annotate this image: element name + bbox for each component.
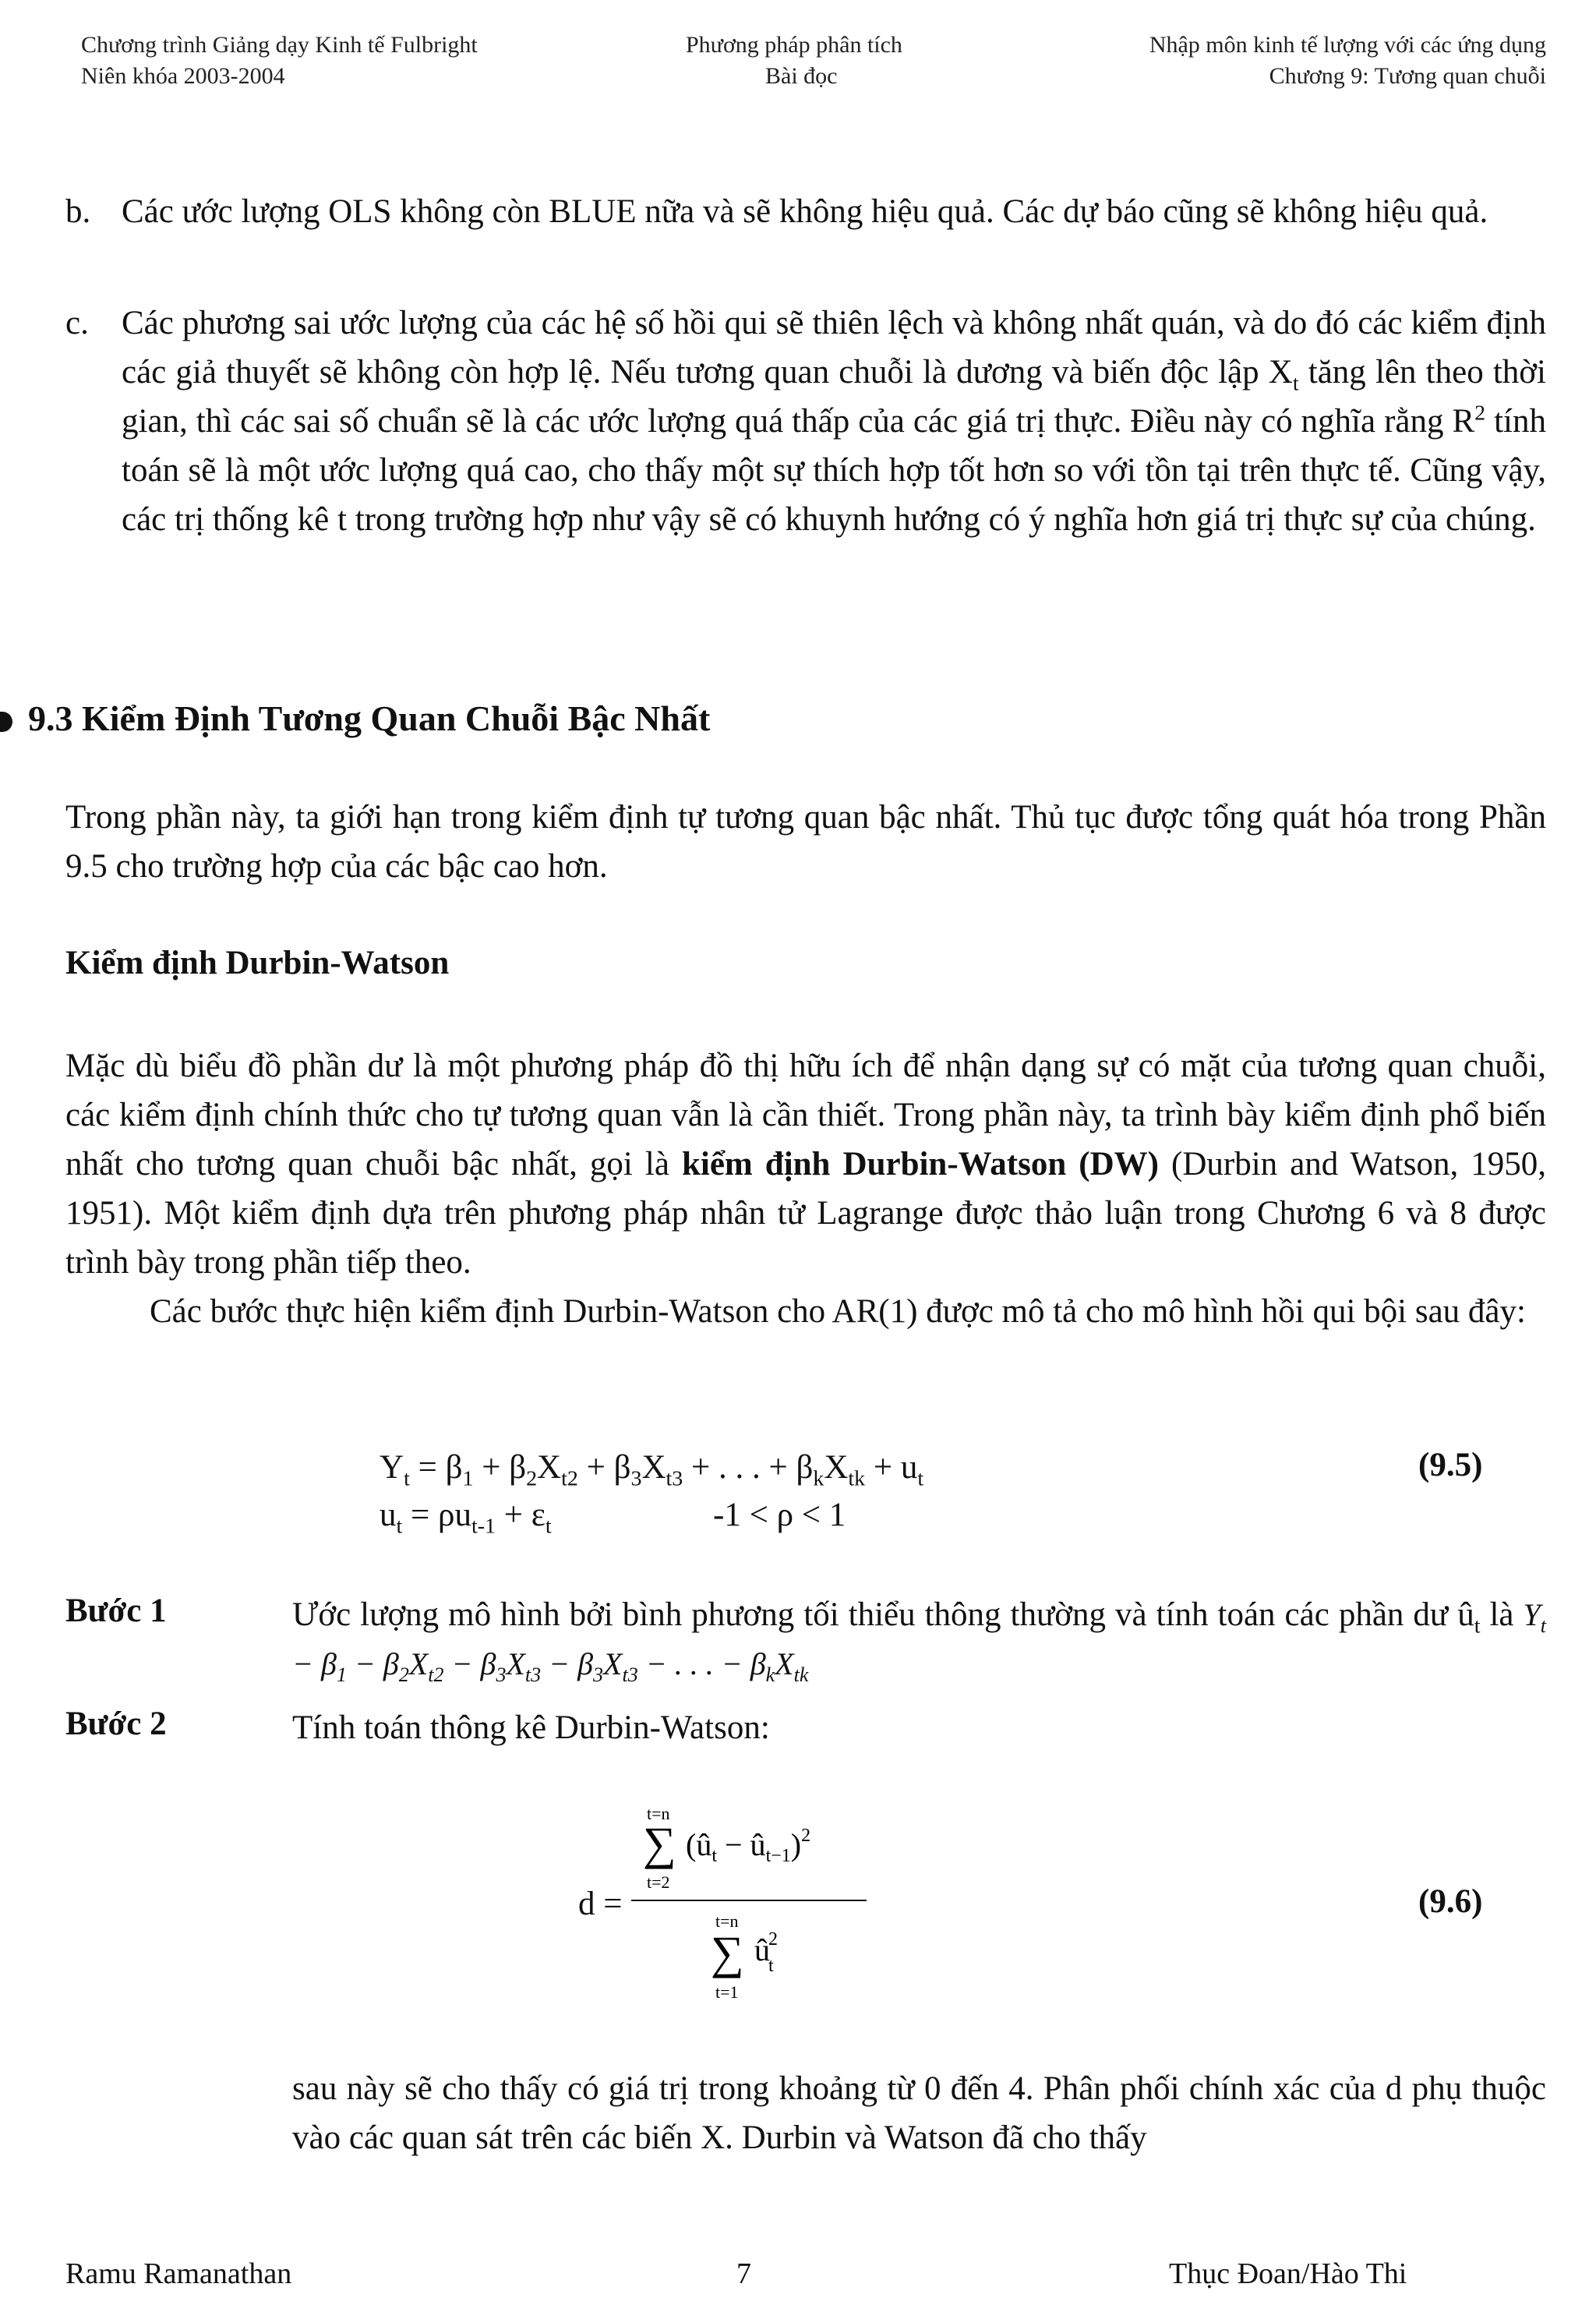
- equation-9-6-lhs: d =: [578, 1886, 623, 1922]
- header-center-line1: Phương pháp phân tích: [686, 32, 902, 58]
- equation-number-9-6: (9.6): [1418, 1883, 1483, 1920]
- footer-page-number: 7: [736, 2257, 751, 2290]
- section-title: 9.3 Kiểm Định Tương Quan Chuỗi Bậc Nhất: [0, 698, 710, 739]
- header-center-line2: Bài đọc: [765, 63, 838, 89]
- list-item-c: [65, 299, 1546, 544]
- lower-sum-bottom: t=1: [715, 1982, 739, 2002]
- lower-sigma: ∑: [711, 1927, 744, 1978]
- numerator: ($û_t$ − $û_{t-1})^2$: [686, 1826, 811, 1866]
- paragraph-2: Các bước thực hiện kiểm định Durbin-Watson cho AR(1) được mô tả cho mô hình hồi qui bội sau đây:: [150, 1293, 1526, 1330]
- paragraph-1: Mặc dù biểu đồ phần dư là một phương pháp đồ thị hữu ích để nhận dạng sự có mặt của tương quan chuỗi, các kiểm định chính thức cho tự tương quan vẫn là cần thiết. Trong phần này, ta trình bày kiểm định phổ biến nhất cho tương quan chuỗi bậc nhất, gọi là kiểm định Durbin-Watson (DW) (Durbin and Watson, 1950, 1951). Một kiểm định dựa trên phương pháp nhân tử Lagrange được thảo luận trong Chương 6 và 8 được trình bày trong phần tiếp theo.: [65, 1048, 1546, 1281]
- denominator: û2 t: [754, 1929, 778, 1976]
- step-1-label: Bước 1: [65, 1593, 167, 1629]
- upper-sum-bottom: t=2: [647, 1872, 670, 1892]
- equation-9-5-line2: $u_t = \rho u_{t-1} + \varepsilon_t$: [380, 1497, 552, 1539]
- subheading: Kiểm định Durbin-Watson: [65, 945, 450, 981]
- header-right-line2: Chương 9: Tương quan chuỗi: [1269, 63, 1546, 89]
- list-text: Các ước lượng OLS không còn BLUE nữa và sẽ không hiệu quả. Các dự báo cũng sẽ không hiệu quả.: [122, 193, 1488, 230]
- list-label: c.: [65, 305, 89, 341]
- section-bullet-icon: [0, 712, 12, 732]
- step-2-text: Tính toán thông kê Durbin-Watson:: [292, 1709, 770, 1746]
- after-equation-paragraph: sau này sẽ cho thấy có giá trị trong khoảng từ 0 đến 4. Phân phối chính xác của d phụ thuộc vào các quan sát trên các biến X. Durbin và Watson đã cho thấy: [292, 2070, 1546, 2156]
- upper-sigma: ∑: [643, 1818, 676, 1869]
- header-right-line1: Nhập môn kinh tế lượng với các ứng dụng: [1149, 32, 1546, 58]
- step-2-label: Bước 2: [65, 1706, 167, 1742]
- intro-paragraph: Trong phần này, ta giới hạn trong kiểm định tự tương quan bậc nhất. Thủ tục được tổng quát hóa trong Phần 9.5 cho trường hợp của các bậc cao hơn.: [65, 799, 1546, 885]
- header-left-line1: Chương trình Giảng dạy Kinh tế Fulbright: [81, 32, 478, 58]
- equation-9-5-line1: $Y_t = \beta_1 + \beta_2X_{t2} + \beta_3X_{t3}$ + . . . + $\beta_kX_{tk} + u_t$: [380, 1449, 924, 1491]
- list-label: b.: [65, 193, 91, 230]
- lower-sum-top: t=n: [715, 1911, 739, 1931]
- footer-translator: Thục Đoan/Hào Thi: [1169, 2257, 1407, 2290]
- upper-sum-top: t=n: [647, 1804, 670, 1823]
- list-item-b: [65, 187, 1546, 236]
- equation-9-5-condition: -1 < ρ < 1: [713, 1497, 846, 1533]
- list-text: Các phương sai ước lượng của các hệ số hồi qui sẽ thiên lệch và không nhất quán, và do đó các kiểm định các giả thuyết sẽ không còn hợp lệ. Nếu tương quan chuỗi là dương và biến độc lập $X_t$ tăng lên theo thời gian, thì các sai số chuẩn sẽ là các ước lượng quá thấp của các giá trị thực. Điều này có nghĩa rằng $R^2$ tính toán sẽ là một ước lượng quá cao, cho thấy một sự thích hợp tốt hơn so với tồn tại trên thực tế. Cũng vậy, các trị thống kê t trong trường hợp như vậy sẽ có khuynh hướng có ý nghĩa hơn giá trị thực sự của chúng.: [122, 305, 1546, 538]
- footer-author: Ramu Ramanathan: [65, 2257, 292, 2290]
- equation-number-9-5: (9.5): [1418, 1447, 1483, 1483]
- header-left-line2: Niên khóa 2003-2004: [81, 63, 285, 89]
- step-1-text: Ước lượng mô hình bởi bình phương tối thiểu thông thường và tính toán các phần dư $û_t$ là $Y_t - \beta_1 - \beta_2X_{t2} - \beta_3X_{t3} - \beta_3X_{t3}$ − . . . − $\beta_kX_{tk}$: [292, 1596, 1546, 1686]
- equation-9-6-fraction: [623, 1801, 888, 2011]
